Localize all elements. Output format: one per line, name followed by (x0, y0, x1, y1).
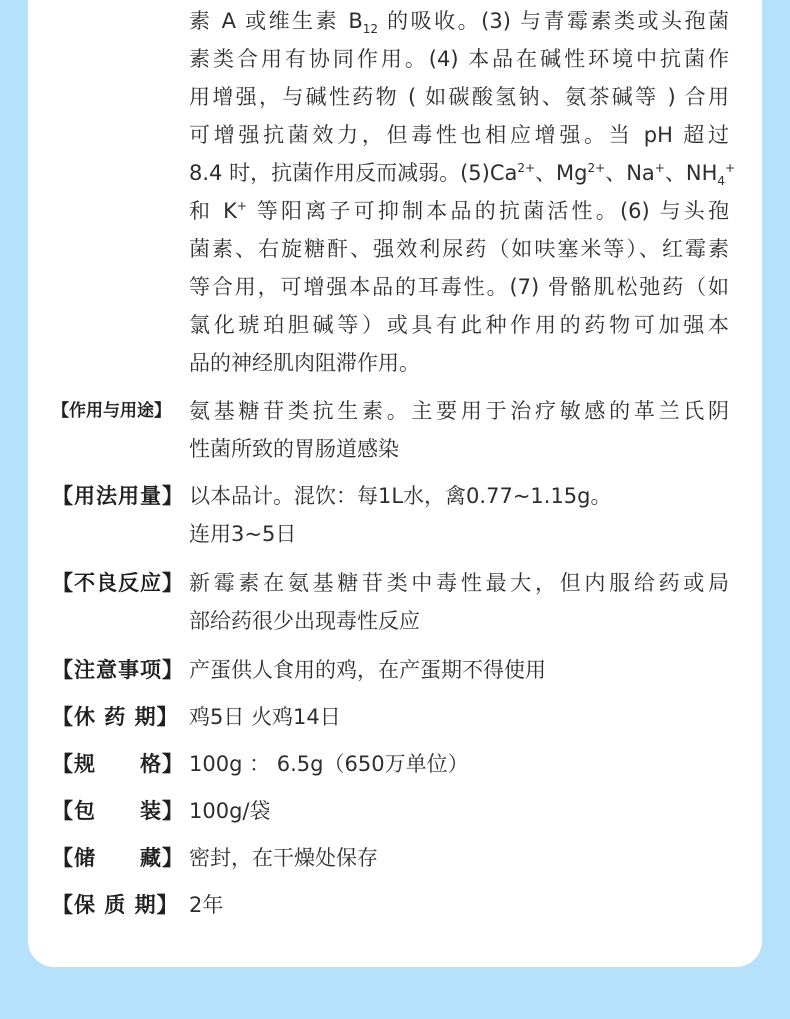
field-value (189, 477, 729, 553)
field-label: 【规 格】 (52, 752, 184, 776)
text-line: 产蛋供人食用的鸡，在产蛋期不得使用 (189, 658, 546, 682)
line-content: 菌素、右旋糖酐、强效利尿药（如呋塞米等）、红霉素 (189, 237, 729, 261)
line-content: 等合用，可增强本品的耳毒性。(7) 骨骼肌松弛药（如 (189, 275, 729, 299)
text-line (189, 192, 729, 230)
field-value (189, 698, 729, 736)
line-content: 和 K+ 等阳离子可抑制本品的抗菌活性。(6) 与头孢 (189, 199, 729, 223)
text-line (189, 268, 729, 306)
line-content: 氯化琥珀胆碱等）或具有此种作用的药物可加强本 (189, 313, 729, 337)
field-value (189, 886, 729, 924)
text-line: 氨基糖苷类抗生素。主要用于治疗敏感的革兰氏阴 (189, 399, 729, 423)
text-line: 新霉素在氨基糖苷类中毒性最大，但内服给药或局 (189, 571, 729, 595)
text-line (189, 344, 729, 382)
field-label: 【作用与用途】 (52, 401, 171, 421)
field-value (189, 745, 729, 783)
line-content: 素 A 或维生素 $B_{12}$ 的吸收。(3) 与青霉素类或头孢菌 (189, 9, 729, 37)
text-line (189, 116, 729, 154)
field-label: 【储 藏】 (52, 846, 184, 870)
field-label: 【不良反应】 (52, 571, 184, 595)
text-line: 鸡5日 火鸡14日 (189, 705, 341, 729)
field-value (189, 792, 729, 830)
text-line (189, 306, 729, 344)
line-content: 用增强，与碱性药物 ( 如碳酸氢钠、氨茶碱等 ) 合用 (189, 85, 729, 109)
field-value (189, 651, 729, 689)
text-line (189, 230, 729, 268)
interaction-text (189, 2, 736, 382)
field-label: 【包 装】 (52, 799, 184, 823)
field-label: 【保 质 期】 (52, 893, 179, 917)
text-line: 以本品计。混饮：每1L水，禽0.77~1.15g。 (189, 484, 612, 508)
line-content: 可增强抗菌效力，但毒性也相应增强。当 pH 超过 (189, 123, 729, 147)
text-line: 连用3~5日 (189, 522, 297, 546)
field-label: 【用法用量】 (52, 484, 184, 508)
field-label: 【注意事项】 (52, 658, 184, 682)
field-value (189, 392, 729, 468)
text-line (189, 154, 736, 192)
field-value (189, 564, 729, 640)
line-content: 素类合用有协同作用。(4) 本品在碱性环境中抗菌作 (189, 47, 729, 71)
text-line: 部给药很少出现毒性反应 (189, 609, 420, 633)
text-line (189, 2, 729, 40)
text-line (189, 40, 729, 78)
field-value (189, 839, 729, 877)
line-content: 8.4 时，抗菌作用反而减弱。$(5)Ca^{2+}$、$Mg^{2+}$、Na+、$NH_4^+$ (189, 161, 736, 189)
text-line: 100g/袋 (189, 799, 271, 823)
field-label: 【休 药 期】 (52, 705, 179, 729)
text-line: 性菌所致的胃肠道感染 (189, 437, 399, 461)
text-line: 2年 (189, 893, 224, 917)
text-line: 密封，在干燥处保存 (189, 846, 378, 870)
text-line (189, 78, 729, 116)
line-content: 品的神经肌肉阻滞作用。 (189, 351, 420, 375)
text-line: 100g ： 6.5g（650万单位） (189, 752, 469, 776)
